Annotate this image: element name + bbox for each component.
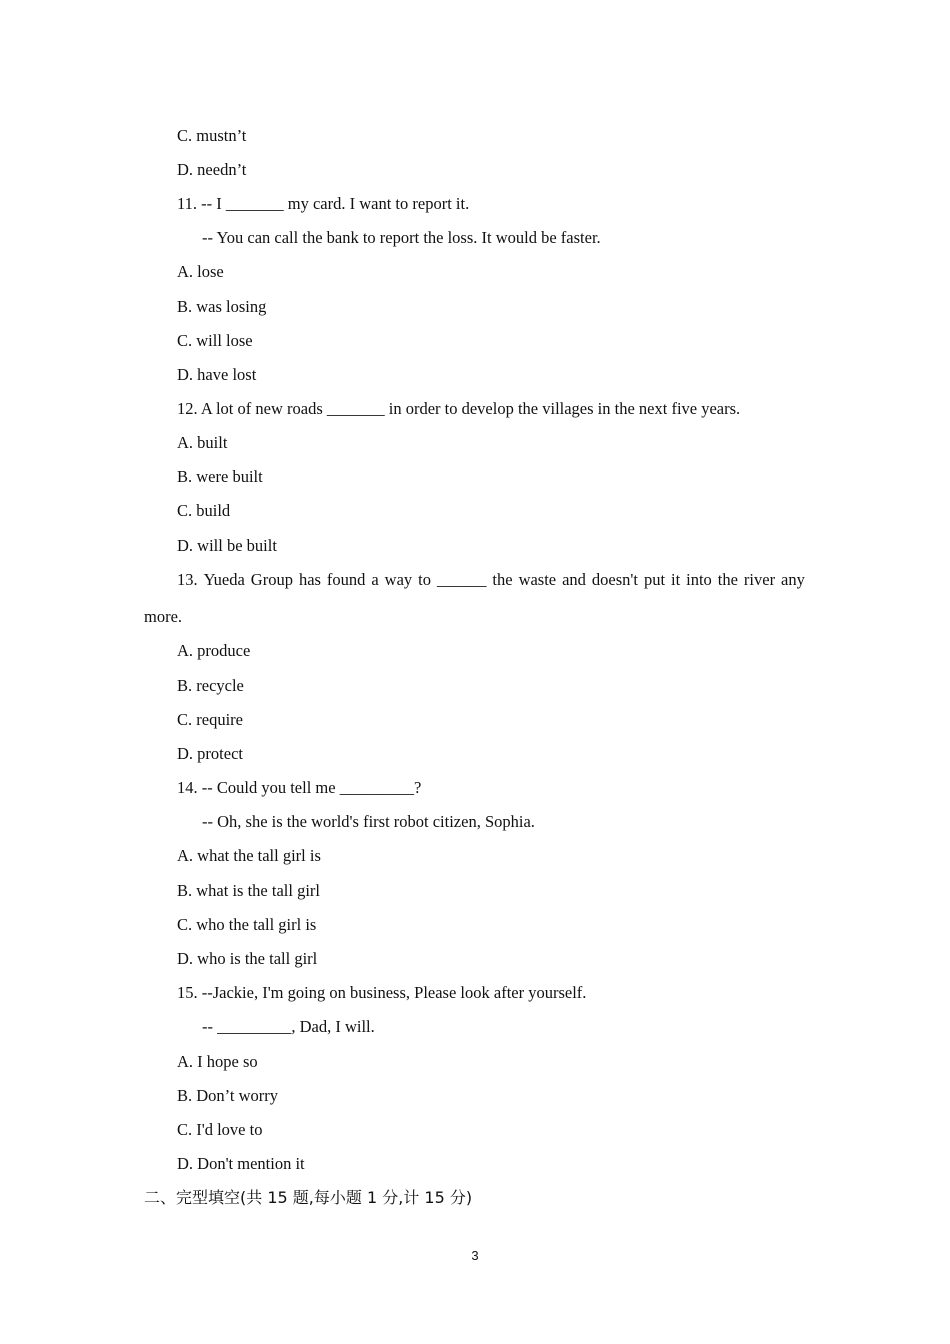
question-12: 12. A lot of new roads _______ in order to develop the villages in the next five years.	[177, 399, 741, 418]
question-13-continuation: more.	[144, 607, 183, 626]
option-11c: C. will lose	[177, 331, 253, 350]
question-13	[177, 570, 805, 590]
q13-word: doesn't	[591, 570, 638, 589]
option-14b: B. what is the tall girl	[177, 881, 320, 900]
q13-word: way	[384, 570, 413, 589]
q13-word: into	[686, 570, 712, 589]
option-13a: A. produce	[177, 641, 251, 660]
option-15d: D. Don't mention it	[177, 1154, 305, 1173]
q13-word: it	[671, 570, 681, 589]
q13-word: Group	[250, 570, 293, 589]
option-11a: A. lose	[177, 262, 224, 281]
option-14a: A. what the tall girl is	[177, 846, 321, 865]
q13-blank: ______	[436, 570, 487, 589]
question-14-response: -- Oh, she is the world's first robot citizen, Sophia.	[202, 812, 535, 831]
q13-word: found	[326, 570, 366, 589]
option-14c: C. who the tall girl is	[177, 915, 317, 934]
option-12c: C. build	[177, 501, 231, 520]
option-13c: C. require	[177, 710, 243, 729]
question-15: 15. --Jackie, I'm going on business, Please look after yourself.	[177, 983, 587, 1002]
q13-word: the	[492, 570, 513, 589]
q13-word: put	[643, 570, 666, 589]
question-11-response: -- You can call the bank to report the loss. It would be faster.	[202, 228, 601, 247]
option-15a: A. I hope so	[177, 1052, 258, 1071]
q13-word: a	[371, 570, 379, 589]
question-15-response: -- _________, Dad, I will.	[202, 1017, 375, 1036]
q13-word: has	[298, 570, 321, 589]
q13-word: to	[418, 570, 431, 589]
question-11: 11. -- I _______ my card. I want to report it.	[177, 194, 470, 213]
option-10d: D. needn’t	[177, 160, 247, 179]
option-15b: B. Don’t worry	[177, 1086, 278, 1105]
q13-word: Yueda	[203, 570, 245, 589]
option-10c: C. mustn’t	[177, 126, 247, 145]
option-11b: B. was losing	[177, 297, 267, 316]
section-heading: 二、完型填空(共 15 题,每小题 1 分,计 15 分)	[144, 1188, 473, 1207]
option-11d: D. have lost	[177, 365, 257, 384]
option-12d: D. will be built	[177, 536, 277, 555]
option-12b: B. were built	[177, 467, 263, 486]
q13-word: any	[781, 570, 805, 589]
q13-word: and	[562, 570, 586, 589]
option-14d: D. who is the tall girl	[177, 949, 318, 968]
q13-word: the	[717, 570, 738, 589]
q13-word: 13.	[177, 570, 198, 589]
option-12a: A. built	[177, 433, 228, 452]
question-14: 14. -- Could you tell me _________?	[177, 778, 422, 797]
option-15c: C. I'd love to	[177, 1120, 263, 1139]
page-number: 3	[471, 1248, 479, 1263]
q13-word: waste	[518, 570, 557, 589]
option-13d: D. protect	[177, 744, 243, 763]
option-13b: B. recycle	[177, 676, 244, 695]
q13-word: river	[743, 570, 776, 589]
